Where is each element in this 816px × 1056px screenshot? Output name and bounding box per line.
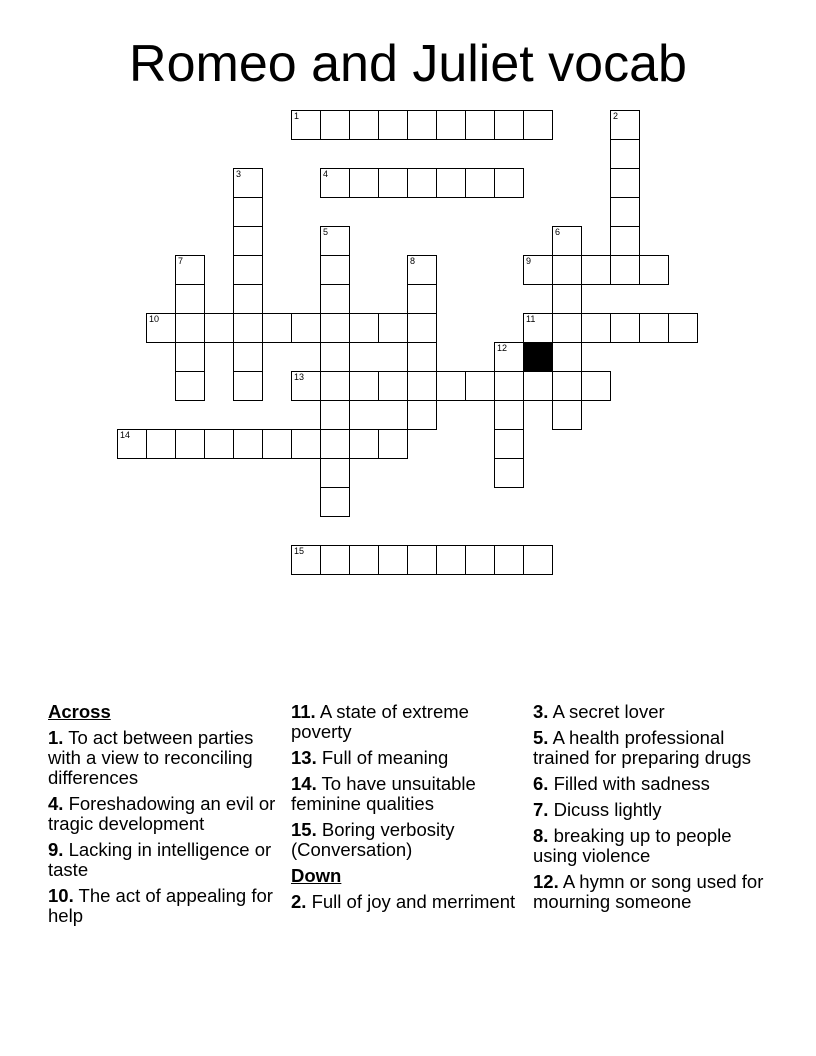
- clue-down-5: 5. A health professional trained for preparing drugs: [533, 727, 752, 768]
- grid-cell[interactable]: [523, 545, 553, 575]
- grid-cell[interactable]: [146, 313, 176, 343]
- grid-cell[interactable]: [233, 313, 263, 343]
- grid-cell[interactable]: [407, 110, 437, 140]
- grid-cell[interactable]: [320, 255, 350, 285]
- grid-cell[interactable]: [552, 284, 582, 314]
- page-title: Romeo and Juliet vocab: [129, 35, 687, 93]
- grid-cell[interactable]: [668, 313, 698, 343]
- grid-cell[interactable]: [378, 313, 408, 343]
- grid-cell[interactable]: [523, 110, 553, 140]
- grid-cell[interactable]: [233, 226, 263, 256]
- cell-number: 3: [236, 169, 242, 179]
- grid-cell[interactable]: [465, 110, 495, 140]
- clues-column-1: [48, 702, 280, 932]
- grid-cell[interactable]: [175, 371, 205, 401]
- clues-column-2: [291, 702, 523, 918]
- clue-down-12: 12. A hymn or song used for mourning someone: [533, 871, 764, 912]
- grid-cell[interactable]: [291, 545, 321, 575]
- grid-cell[interactable]: [610, 168, 640, 198]
- grid-cell[interactable]: [581, 313, 611, 343]
- across-heading: Across: [48, 701, 111, 722]
- grid-cell[interactable]: [552, 400, 582, 430]
- grid-cell[interactable]: [320, 371, 350, 401]
- grid-cell[interactable]: [407, 284, 437, 314]
- grid-cell[interactable]: [320, 284, 350, 314]
- grid-cell[interactable]: [494, 371, 524, 401]
- down-heading: Down: [291, 865, 342, 886]
- grid-cell[interactable]: [349, 429, 379, 459]
- grid-cell[interactable]: [494, 545, 524, 575]
- grid-cell[interactable]: [204, 313, 234, 343]
- cell-number: 9: [526, 256, 532, 266]
- grid-cell[interactable]: [465, 371, 495, 401]
- grid-cell[interactable]: [233, 255, 263, 285]
- clue-across-9: 9. Lacking in intelligence or taste: [48, 839, 272, 880]
- grid-cell[interactable]: [320, 545, 350, 575]
- grid-cell[interactable]: [494, 400, 524, 430]
- grid-cell[interactable]: [320, 313, 350, 343]
- grid-cell[interactable]: [407, 255, 437, 285]
- clue-across-4: 4. Foreshadowing an evil or tragic development: [48, 793, 276, 834]
- grid-cell[interactable]: [349, 110, 379, 140]
- grid-cell[interactable]: [291, 371, 321, 401]
- clue-down-7: 7. Dicuss lightly: [533, 799, 662, 820]
- grid-cell[interactable]: [465, 545, 495, 575]
- cell-number: 5: [323, 227, 329, 237]
- grid-cell[interactable]: [552, 255, 582, 285]
- clue-down-8: 8. breaking up to people using violence: [533, 825, 732, 866]
- cell-number: 8: [410, 256, 416, 266]
- cell-number: 12: [497, 343, 508, 353]
- grid-cell[interactable]: [320, 400, 350, 430]
- grid-cell[interactable]: [117, 429, 147, 459]
- grid-cell[interactable]: [291, 110, 321, 140]
- grid-cell[interactable]: [436, 371, 466, 401]
- grid-cell[interactable]: [262, 313, 292, 343]
- grid-cell[interactable]: [639, 255, 669, 285]
- grid-cell[interactable]: [610, 313, 640, 343]
- grid-cell[interactable]: [610, 255, 640, 285]
- grid-cell[interactable]: [465, 168, 495, 198]
- clue-across-14: 14. To have unsuitable feminine qualities: [291, 773, 476, 814]
- grid-cell[interactable]: [378, 371, 408, 401]
- clue-down-3: 3. A secret lover: [533, 701, 665, 722]
- grid-cell[interactable]: [175, 313, 205, 343]
- grid-cell[interactable]: [610, 110, 640, 140]
- grid-cell[interactable]: [523, 313, 553, 343]
- grid-cell[interactable]: [407, 371, 437, 401]
- clue-down-6: 6. Filled with sadness: [533, 773, 710, 794]
- grid-cell[interactable]: [436, 110, 466, 140]
- clues-column-3: [533, 702, 773, 918]
- grid-cell[interactable]: [204, 429, 234, 459]
- clue-across-1: 1. To act between parties with a view to reconciling differences: [48, 727, 254, 788]
- grid-cell[interactable]: [320, 429, 350, 459]
- grid-cell[interactable]: [262, 429, 292, 459]
- grid-cell[interactable]: [407, 545, 437, 575]
- grid-cell[interactable]: [349, 313, 379, 343]
- grid-cell[interactable]: [581, 255, 611, 285]
- grid-cell[interactable]: [175, 429, 205, 459]
- clue-across-13: 13. Full of meaning: [291, 747, 449, 768]
- grid-cell[interactable]: [639, 313, 669, 343]
- grid-cell[interactable]: [494, 110, 524, 140]
- cell-number: 14: [120, 430, 131, 440]
- black-cell: [523, 342, 553, 372]
- grid-cell[interactable]: [349, 168, 379, 198]
- grid-cell[interactable]: [552, 313, 582, 343]
- grid-cell[interactable]: [175, 342, 205, 372]
- clue-across-10: 10. The act of appealing for help: [48, 885, 273, 926]
- grid-cell[interactable]: [320, 342, 350, 372]
- grid-cell[interactable]: [610, 197, 640, 227]
- grid-cell[interactable]: [291, 313, 321, 343]
- grid-cell[interactable]: [407, 400, 437, 430]
- grid-cell[interactable]: [233, 197, 263, 227]
- grid-cell[interactable]: [581, 371, 611, 401]
- grid-cell[interactable]: [610, 226, 640, 256]
- cell-number: 6: [555, 227, 561, 237]
- grid-cell[interactable]: [233, 284, 263, 314]
- clue-across-11: 11. A state of extreme poverty: [291, 701, 469, 742]
- grid-cell[interactable]: [494, 342, 524, 372]
- grid-cell[interactable]: [494, 168, 524, 198]
- clue-down-2: 2. Full of joy and merriment: [291, 891, 516, 912]
- grid-cell[interactable]: [378, 545, 408, 575]
- grid-cell[interactable]: [146, 429, 176, 459]
- grid-cell[interactable]: [494, 458, 524, 488]
- grid-cell[interactable]: [436, 545, 466, 575]
- grid-cell[interactable]: [523, 255, 553, 285]
- grid-cell[interactable]: [233, 342, 263, 372]
- grid-cell[interactable]: [378, 429, 408, 459]
- cell-number: 11: [526, 314, 536, 324]
- grid-cell[interactable]: [291, 429, 321, 459]
- cell-number: 4: [323, 169, 329, 179]
- grid-cell[interactable]: [233, 168, 263, 198]
- grid-cell[interactable]: [436, 168, 466, 198]
- grid-cell[interactable]: [552, 371, 582, 401]
- grid-cell[interactable]: [494, 429, 524, 459]
- grid-cell[interactable]: [349, 371, 379, 401]
- clue-across-15: 15. Boring verbosity (Conversation): [291, 819, 455, 860]
- grid-cell[interactable]: [610, 139, 640, 169]
- cell-number: 2: [613, 111, 619, 121]
- cell-number: 1: [294, 111, 300, 121]
- grid-cell[interactable]: [320, 458, 350, 488]
- cell-number: 15: [294, 546, 305, 556]
- grid-cell[interactable]: [552, 226, 582, 256]
- grid-cell[interactable]: [378, 110, 408, 140]
- grid-cell[interactable]: [320, 110, 350, 140]
- grid-cell[interactable]: [233, 371, 263, 401]
- grid-cell[interactable]: [320, 487, 350, 517]
- grid-cell[interactable]: [175, 284, 205, 314]
- grid-cell[interactable]: [320, 226, 350, 256]
- grid-cell[interactable]: [523, 371, 553, 401]
- grid-cell[interactable]: [407, 313, 437, 343]
- grid-cell[interactable]: [175, 255, 205, 285]
- grid-cell[interactable]: [233, 429, 263, 459]
- cell-number: 7: [178, 256, 184, 266]
- grid-cell[interactable]: [320, 168, 350, 198]
- grid-cell[interactable]: [552, 342, 582, 372]
- grid-cell[interactable]: [407, 342, 437, 372]
- cell-number: 13: [294, 372, 305, 382]
- cell-number: 10: [149, 314, 160, 324]
- grid-cell[interactable]: [407, 168, 437, 198]
- grid-cell[interactable]: [349, 545, 379, 575]
- grid-cell[interactable]: [378, 168, 408, 198]
